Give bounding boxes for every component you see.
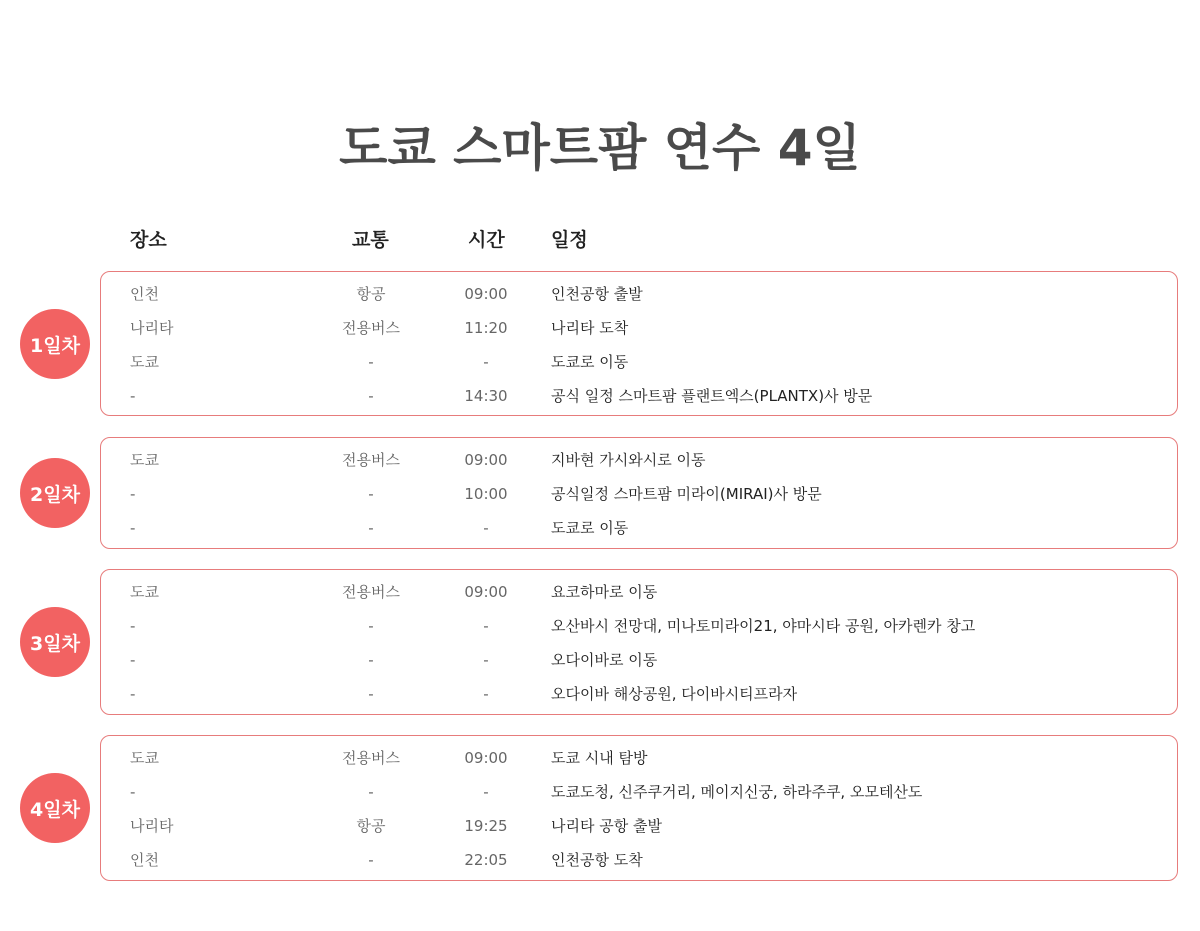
transport-cell: - [368,353,374,371]
transport-cell: - [368,851,374,869]
schedule-cell: 나리타 공항 출발 [551,817,662,835]
schedule-cell: 요코하마로 이동 [551,583,658,601]
schedule-row [101,443,1177,477]
schedule-cell: 도쿄로 이동 [551,353,629,371]
day-badge: 2일차 [20,458,90,528]
schedule-cell: 지바현 가시와시로 이동 [551,451,706,469]
schedule-cell: 공식 일정 스마트팜 플랜트엑스(PLANTX)사 방문 [551,387,873,405]
place-cell: 도쿄 [130,353,159,371]
schedule-row [101,809,1177,843]
schedule-cell: 도쿄로 이동 [551,519,629,537]
transport-cell: 항공 [356,817,386,835]
place-cell: 나리타 [130,817,174,835]
transport-cell: - [368,783,374,801]
place-cell: - [130,783,136,801]
page-title: 도쿄 스마트팜 연수 4일 [339,119,861,177]
schedule-cell: 오다이바 해상공원, 다이바시티프라자 [551,685,798,703]
place-cell: 도쿄 [130,451,159,469]
day-schedule-box [100,437,1178,549]
schedule-row [101,345,1177,379]
schedule-row [101,775,1177,809]
time-cell: 10:00 [464,485,508,503]
schedule-cell: 공식일정 스마트팜 미라이(MIRAI)사 방문 [551,485,822,503]
place-cell: 인천 [130,285,159,303]
schedule-row [101,477,1177,511]
place-cell: - [130,387,136,405]
schedule-row [101,643,1177,677]
time-cell: - [483,651,489,669]
day-badge: 1일차 [20,309,90,379]
schedule-cell: 나리타 도착 [551,319,629,337]
day-badge: 4일차 [20,773,90,843]
transport-cell: - [368,651,374,669]
schedule-cell: 오다이바로 이동 [551,651,658,669]
table-header [0,225,1200,251]
day-badge: 3일차 [20,607,90,677]
schedule-cell: 오산바시 전망대, 미나토미라이21, 야마시타 공원, 아카렌카 창고 [551,617,976,635]
day-schedule-box [100,735,1178,881]
transport-cell: - [368,485,374,503]
schedule-row [101,511,1177,545]
schedule-row [101,311,1177,345]
header-schedule: 일정 [551,229,588,251]
schedule-row [101,843,1177,877]
transport-cell: - [368,685,374,703]
place-cell: - [130,651,136,669]
day-schedule-box [100,271,1178,416]
transport-cell: 전용버스 [342,749,400,767]
schedule-row [101,575,1177,609]
header-place: 장소 [130,229,167,251]
schedule-row [101,741,1177,775]
time-cell: - [483,783,489,801]
time-cell: - [483,685,489,703]
schedule-cell: 도쿄 시내 탐방 [551,749,648,767]
header-time: 시간 [468,229,505,251]
schedule-cell: 인천공항 도착 [551,851,643,869]
transport-cell: - [368,617,374,635]
schedule-row [101,609,1177,643]
time-cell: 09:00 [464,583,508,601]
transport-cell: 항공 [356,285,386,303]
place-cell: 도쿄 [130,749,159,767]
schedule-row [101,277,1177,311]
time-cell: 14:30 [464,387,508,405]
place-cell: - [130,617,136,635]
transport-cell: 전용버스 [342,451,400,469]
schedule-cell: 인천공항 출발 [551,285,643,303]
transport-cell: 전용버스 [342,319,400,337]
time-cell: - [483,353,489,371]
time-cell: - [483,617,489,635]
place-cell: - [130,485,136,503]
time-cell: 11:20 [464,319,508,337]
place-cell: 나리타 [130,319,174,337]
transport-cell: 전용버스 [342,583,400,601]
time-cell: - [483,519,489,537]
time-cell: 19:25 [464,817,508,835]
place-cell: - [130,685,136,703]
place-cell: 인천 [130,851,159,869]
transport-cell: - [368,387,374,405]
place-cell: 도쿄 [130,583,159,601]
time-cell: 09:00 [464,285,508,303]
day-schedule-box [100,569,1178,715]
place-cell: - [130,519,136,537]
header-transport: 교통 [352,229,389,251]
time-cell: 09:00 [464,451,508,469]
schedule-row [101,379,1177,413]
schedule-row [101,677,1177,711]
schedule-cell: 도쿄도청, 신주쿠거리, 메이지신궁, 하라주쿠, 오모테산도 [551,783,923,801]
transport-cell: - [368,519,374,537]
time-cell: 09:00 [464,749,508,767]
time-cell: 22:05 [464,851,508,869]
